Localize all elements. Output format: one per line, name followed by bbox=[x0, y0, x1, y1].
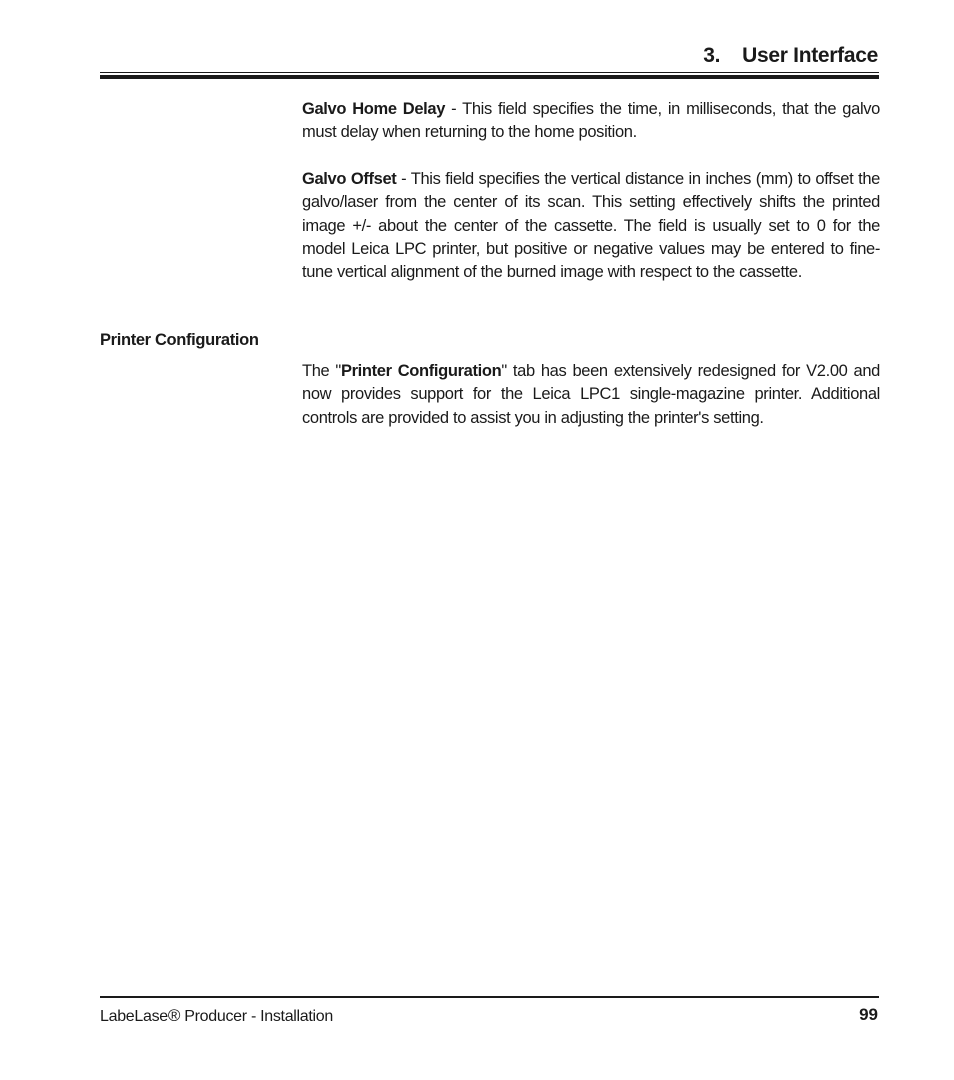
term-galvo-home-delay: Galvo Home Delay bbox=[302, 100, 446, 118]
paragraph-galvo-offset bbox=[302, 168, 880, 284]
footer-product bbox=[100, 1006, 333, 1026]
text-printer-config-before: The " bbox=[302, 362, 341, 380]
paragraph-galvo-home-delay bbox=[302, 98, 880, 145]
section-title: User Interface bbox=[742, 44, 878, 67]
text-printer-config-after: " tab has been extensively redesigned for V2.00 and now provides support for the Leica LPC1 single-magazine printer. Additional controls are provided to assist you in adjusting the printer's setting. bbox=[302, 362, 881, 427]
side-heading-printer-configuration: Printer Configuration bbox=[100, 331, 259, 349]
text-galvo-home-delay: - This field specifies the time, in milliseconds, that the galvo must delay when returning to the home position. bbox=[302, 100, 880, 142]
header-rule-thin bbox=[100, 72, 879, 73]
footer-product-suffix: Producer - Installation bbox=[180, 1008, 334, 1025]
header-rule-thick bbox=[100, 75, 879, 79]
text-galvo-offset: - This field specifies the vertical distance in inches (mm) to offset the galvo/laser from the center of its scan. This setting effectively shifts the printed image +/- about the center of the cassette. The field is usually set to 0 for the model Leica LPC printer, but positive or negative values may be entered to fine-tune vertical alignment of the burned image with respect to the cassette. bbox=[302, 170, 880, 282]
registered-mark: ® bbox=[167, 1006, 181, 1025]
footer-rule bbox=[100, 996, 879, 998]
section-header bbox=[703, 44, 878, 68]
term-printer-configuration: Printer Configuration bbox=[340, 362, 502, 380]
footer-product-name: LabeLase bbox=[100, 1008, 168, 1025]
paragraph-printer-configuration bbox=[302, 360, 880, 430]
section-number: 3. bbox=[703, 44, 721, 67]
term-galvo-offset: Galvo Offset bbox=[302, 170, 397, 188]
page-number: 99 bbox=[859, 1005, 878, 1024]
